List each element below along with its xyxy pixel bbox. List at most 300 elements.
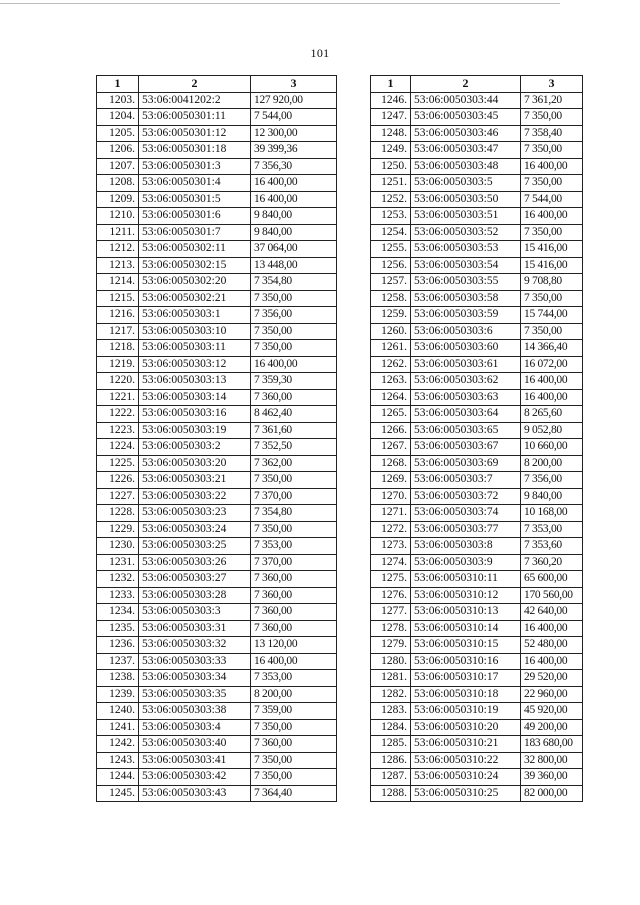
row-number: 1265.	[371, 406, 411, 423]
page-number: 101	[310, 46, 330, 60]
table-row	[97, 323, 337, 340]
table-row	[371, 142, 583, 159]
cost-value: 7 360,00	[251, 604, 337, 621]
table-row	[371, 290, 583, 307]
table-row	[97, 637, 337, 654]
cost-value: 37 064,00	[251, 241, 337, 258]
cost-value: 7 350,00	[521, 142, 583, 159]
row-number: 1252.	[371, 191, 411, 208]
table-row	[97, 208, 337, 225]
cadastral-number: 53:06:0050303:54	[411, 257, 521, 274]
cadastral-number: 53:06:0050303:46	[411, 125, 521, 142]
row-number: 1221.	[97, 389, 139, 406]
cost-value: 12 300,00	[251, 125, 337, 142]
cadastral-number: 53:06:0050303:33	[139, 653, 251, 670]
table-row	[97, 571, 337, 588]
cadastral-number: 53:06:0050303:3	[139, 604, 251, 621]
table-row	[97, 752, 337, 769]
row-number: 1257.	[371, 274, 411, 291]
cost-value: 7 356,00	[521, 472, 583, 489]
cost-value: 7 350,00	[251, 340, 337, 357]
cost-value: 7 360,00	[251, 587, 337, 604]
cadastral-number: 53:06:0050310:24	[411, 769, 521, 786]
row-number: 1236.	[97, 637, 139, 654]
cadastral-number: 53:06:0050303:62	[411, 373, 521, 390]
cost-value: 15 416,00	[521, 241, 583, 258]
row-number: 1244.	[97, 769, 139, 786]
cost-value: 7 353,60	[521, 538, 583, 555]
table-row	[97, 241, 337, 258]
cadastral-number: 53:06:0050301:4	[139, 175, 251, 192]
table-row	[97, 505, 337, 522]
cadastral-number: 53:06:0050303:22	[139, 488, 251, 505]
cadastral-number: 53:06:0050310:20	[411, 719, 521, 736]
table-row	[97, 125, 337, 142]
table-row	[371, 125, 583, 142]
row-number: 1281.	[371, 670, 411, 687]
row-number: 1280.	[371, 653, 411, 670]
cost-value: 7 354,80	[251, 505, 337, 522]
table-row	[97, 620, 337, 637]
table-row	[97, 191, 337, 208]
row-number: 1211.	[97, 224, 139, 241]
cadastral-number: 53:06:0050310:21	[411, 736, 521, 753]
table-row	[97, 142, 337, 159]
cost-value: 7 353,00	[251, 670, 337, 687]
row-number: 1259.	[371, 307, 411, 324]
cost-value: 16 400,00	[251, 191, 337, 208]
cost-value: 7 354,80	[251, 274, 337, 291]
cost-value: 7 350,00	[521, 323, 583, 340]
cadastral-number: 53:06:0050310:19	[411, 703, 521, 720]
table-row	[371, 752, 583, 769]
table-row	[371, 538, 583, 555]
cadastral-number: 53:06:0050303:58	[411, 290, 521, 307]
cost-value: 7 361,60	[251, 422, 337, 439]
cadastral-number: 53:06:0050303:61	[411, 356, 521, 373]
row-number: 1223.	[97, 422, 139, 439]
cost-value: 16 400,00	[521, 620, 583, 637]
cost-value: 7 350,00	[251, 290, 337, 307]
row-number: 1266.	[371, 422, 411, 439]
row-number: 1287.	[371, 769, 411, 786]
table-row	[371, 158, 583, 175]
cost-value: 7 352,50	[251, 439, 337, 456]
cost-value: 32 800,00	[521, 752, 583, 769]
table-row	[371, 307, 583, 324]
row-number: 1231.	[97, 554, 139, 571]
table-row	[97, 736, 337, 753]
cadastral-number: 53:06:0050303:64	[411, 406, 521, 423]
table-row	[371, 224, 583, 241]
row-number: 1213.	[97, 257, 139, 274]
cadastral-number: 53:06:0050310:16	[411, 653, 521, 670]
cadastral-number: 53:06:0050303:20	[139, 455, 251, 472]
cadastral-number: 53:06:0050303:50	[411, 191, 521, 208]
table-row	[371, 241, 583, 258]
row-number: 1222.	[97, 406, 139, 423]
cost-value: 8 462,40	[251, 406, 337, 423]
cadastral-number: 53:06:0050303:59	[411, 307, 521, 324]
cadastral-number: 53:06:0050310:12	[411, 587, 521, 604]
table-row	[97, 373, 337, 390]
row-number: 1270.	[371, 488, 411, 505]
cost-value: 7 360,00	[251, 571, 337, 588]
col-header-3: 3	[251, 76, 337, 93]
row-number: 1279.	[371, 637, 411, 654]
table-row	[371, 389, 583, 406]
row-number: 1214.	[97, 274, 139, 291]
cadastral-number: 53:06:0050303:43	[139, 785, 251, 802]
cost-value: 29 520,00	[521, 670, 583, 687]
cadastral-number: 53:06:0050301:3	[139, 158, 251, 175]
cost-value: 7 350,00	[521, 224, 583, 241]
cost-value: 7 350,00	[521, 109, 583, 126]
cost-value: 127 920,00	[251, 92, 337, 109]
cost-value: 52 480,00	[521, 637, 583, 654]
table-row	[97, 340, 337, 357]
row-number: 1209.	[97, 191, 139, 208]
cadastral-number: 53:06:0041202:2	[139, 92, 251, 109]
cost-value: 16 400,00	[521, 653, 583, 670]
cost-value: 7 361,20	[521, 92, 583, 109]
cost-value: 65 600,00	[521, 571, 583, 588]
cadastral-number: 53:06:0050301:6	[139, 208, 251, 225]
table-row	[97, 769, 337, 786]
cost-value: 49 200,00	[521, 719, 583, 736]
cadastral-number: 53:06:0050303:51	[411, 208, 521, 225]
table-row	[371, 191, 583, 208]
table-row	[371, 571, 583, 588]
cost-value: 7 350,00	[251, 752, 337, 769]
row-number: 1226.	[97, 472, 139, 489]
table-row	[371, 505, 583, 522]
row-number: 1242.	[97, 736, 139, 753]
row-number: 1243.	[97, 752, 139, 769]
cadastral-number: 53:06:0050303:13	[139, 373, 251, 390]
cost-value: 16 400,00	[521, 373, 583, 390]
row-number: 1217.	[97, 323, 139, 340]
row-number: 1249.	[371, 142, 411, 159]
row-number: 1275.	[371, 571, 411, 588]
table-row	[97, 488, 337, 505]
cost-value: 8 200,00	[251, 686, 337, 703]
cadastral-number: 53:06:0050303:65	[411, 422, 521, 439]
table-row	[371, 208, 583, 225]
table-row	[97, 686, 337, 703]
cost-value: 9 840,00	[251, 208, 337, 225]
table-row	[371, 92, 583, 109]
table-row	[97, 455, 337, 472]
row-number: 1229.	[97, 521, 139, 538]
cadastral-number: 53:06:0050303:7	[411, 472, 521, 489]
cost-value: 7 350,00	[251, 472, 337, 489]
cadastral-number: 53:06:0050310:18	[411, 686, 521, 703]
table-row	[97, 422, 337, 439]
row-number: 1285.	[371, 736, 411, 753]
cadastral-number: 53:06:0050303:38	[139, 703, 251, 720]
cost-value: 7 370,00	[251, 488, 337, 505]
row-number: 1203.	[97, 92, 139, 109]
cost-value: 9 052,80	[521, 422, 583, 439]
table-row	[97, 554, 337, 571]
table-row	[371, 455, 583, 472]
cost-value: 7 350,00	[251, 719, 337, 736]
row-number: 1220.	[97, 373, 139, 390]
col-header-2: 2	[139, 76, 251, 93]
table-row	[97, 92, 337, 109]
row-number: 1219.	[97, 356, 139, 373]
table-row	[371, 785, 583, 802]
cost-value: 7 358,40	[521, 125, 583, 142]
cost-value: 16 072,00	[521, 356, 583, 373]
scan-top-edge	[0, 3, 560, 4]
cost-value: 7 364,40	[251, 785, 337, 802]
cost-value: 16 400,00	[521, 158, 583, 175]
table-row	[97, 290, 337, 307]
cadastral-number: 53:06:0050310:15	[411, 637, 521, 654]
row-number: 1218.	[97, 340, 139, 357]
cost-value: 170 560,00	[521, 587, 583, 604]
table-row	[97, 307, 337, 324]
row-number: 1267.	[371, 439, 411, 456]
row-number: 1237.	[97, 653, 139, 670]
cost-value: 14 366,40	[521, 340, 583, 357]
table-row	[97, 389, 337, 406]
cadastral-number: 53:06:0050302:11	[139, 241, 251, 258]
row-number: 1251.	[371, 175, 411, 192]
table-row	[97, 175, 337, 192]
cost-value: 183 680,00	[521, 736, 583, 753]
cadastral-number: 53:06:0050303:5	[411, 175, 521, 192]
row-number: 1239.	[97, 686, 139, 703]
cadastral-number: 53:06:0050310:25	[411, 785, 521, 802]
cadastral-number: 53:06:0050303:34	[139, 670, 251, 687]
table-row	[371, 472, 583, 489]
table-row	[97, 158, 337, 175]
cost-value: 9 708,80	[521, 274, 583, 291]
cadastral-number: 53:06:0050303:69	[411, 455, 521, 472]
cost-value: 22 960,00	[521, 686, 583, 703]
row-number: 1272.	[371, 521, 411, 538]
row-number: 1258.	[371, 290, 411, 307]
cadastral-number: 53:06:0050303:45	[411, 109, 521, 126]
row-number: 1205.	[97, 125, 139, 142]
row-number: 1245.	[97, 785, 139, 802]
row-number: 1227.	[97, 488, 139, 505]
table-row	[371, 373, 583, 390]
table-row	[371, 587, 583, 604]
cost-value: 8 200,00	[521, 455, 583, 472]
cadastral-number: 53:06:0050303:53	[411, 241, 521, 258]
cadastral-number: 53:06:0050310:14	[411, 620, 521, 637]
cost-value: 10 660,00	[521, 439, 583, 456]
cadastral-number: 53:06:0050303:31	[139, 620, 251, 637]
cadastral-number: 53:06:0050303:19	[139, 422, 251, 439]
row-number: 1232.	[97, 571, 139, 588]
cadastral-number: 53:06:0050303:10	[139, 323, 251, 340]
cost-value: 7 350,00	[251, 323, 337, 340]
table-row	[371, 274, 583, 291]
row-number: 1271.	[371, 505, 411, 522]
table-row	[371, 175, 583, 192]
table-left	[96, 75, 337, 802]
row-number: 1254.	[371, 224, 411, 241]
cost-value: 15 744,00	[521, 307, 583, 324]
row-number: 1208.	[97, 175, 139, 192]
row-number: 1228.	[97, 505, 139, 522]
cost-value: 16 400,00	[251, 356, 337, 373]
cadastral-number: 53:06:0050303:32	[139, 637, 251, 654]
cost-value: 7 350,00	[521, 290, 583, 307]
row-number: 1276.	[371, 587, 411, 604]
row-number: 1230.	[97, 538, 139, 555]
cadastral-number: 53:06:0050301:5	[139, 191, 251, 208]
cost-value: 10 168,00	[521, 505, 583, 522]
row-number: 1246.	[371, 92, 411, 109]
cadastral-number: 53:06:0050303:63	[411, 389, 521, 406]
table-row	[371, 653, 583, 670]
cadastral-number: 53:06:0050302:21	[139, 290, 251, 307]
cadastral-number: 53:06:0050303:47	[411, 142, 521, 159]
row-number: 1240.	[97, 703, 139, 720]
table-row	[97, 109, 337, 126]
cadastral-number: 53:06:0050303:52	[411, 224, 521, 241]
cost-value: 7 370,00	[251, 554, 337, 571]
cost-value: 13 448,00	[251, 257, 337, 274]
cadastral-number: 53:06:0050303:28	[139, 587, 251, 604]
cost-value: 16 400,00	[251, 175, 337, 192]
row-number: 1260.	[371, 323, 411, 340]
row-number: 1283.	[371, 703, 411, 720]
table-row	[371, 488, 583, 505]
cost-value: 7 360,20	[521, 554, 583, 571]
row-number: 1263.	[371, 373, 411, 390]
table-row	[97, 356, 337, 373]
table-row	[371, 670, 583, 687]
cadastral-number: 53:06:0050303:14	[139, 389, 251, 406]
table-row	[97, 406, 337, 423]
cost-value: 7 360,00	[251, 736, 337, 753]
table-row	[371, 257, 583, 274]
row-number: 1268.	[371, 455, 411, 472]
cadastral-number: 53:06:0050303:42	[139, 769, 251, 786]
table-row	[97, 587, 337, 604]
cost-value: 16 400,00	[521, 389, 583, 406]
row-number: 1273.	[371, 538, 411, 555]
table-row	[97, 439, 337, 456]
row-number: 1288.	[371, 785, 411, 802]
table-row	[97, 785, 337, 802]
cadastral-number: 53:06:0050303:2	[139, 439, 251, 456]
cost-value: 8 265,60	[521, 406, 583, 423]
table-row	[371, 356, 583, 373]
row-number: 1247.	[371, 109, 411, 126]
table-row	[371, 439, 583, 456]
cadastral-number: 53:06:0050303:16	[139, 406, 251, 423]
cost-value: 7 544,00	[521, 191, 583, 208]
table-row	[371, 620, 583, 637]
cost-value: 9 840,00	[251, 224, 337, 241]
cadastral-number: 53:06:0050303:77	[411, 521, 521, 538]
row-number: 1238.	[97, 670, 139, 687]
cadastral-number: 53:06:0050303:72	[411, 488, 521, 505]
cadastral-number: 53:06:0050303:4	[139, 719, 251, 736]
row-number: 1286.	[371, 752, 411, 769]
cadastral-number: 53:06:0050303:24	[139, 521, 251, 538]
row-number: 1241.	[97, 719, 139, 736]
table-row	[371, 109, 583, 126]
table-header-row	[97, 76, 337, 93]
table-row	[97, 472, 337, 489]
table-row	[97, 224, 337, 241]
table-row	[97, 670, 337, 687]
row-number: 1224.	[97, 439, 139, 456]
cadastral-number: 53:06:0050303:21	[139, 472, 251, 489]
cadastral-number: 53:06:0050303:6	[411, 323, 521, 340]
row-number: 1233.	[97, 587, 139, 604]
cadastral-number: 53:06:0050302:20	[139, 274, 251, 291]
cadastral-number: 53:06:0050310:22	[411, 752, 521, 769]
cost-value: 13 120,00	[251, 637, 337, 654]
row-number: 1250.	[371, 158, 411, 175]
cost-value: 39 360,00	[521, 769, 583, 786]
cost-value: 7 360,00	[251, 389, 337, 406]
cadastral-number: 53:06:0050301:12	[139, 125, 251, 142]
row-number: 1261.	[371, 340, 411, 357]
cost-value: 7 350,00	[251, 521, 337, 538]
cadastral-number: 53:06:0050303:41	[139, 752, 251, 769]
cost-value: 7 359,30	[251, 373, 337, 390]
table-row	[371, 406, 583, 423]
cadastral-number: 53:06:0050303:25	[139, 538, 251, 555]
row-number: 1210.	[97, 208, 139, 225]
row-number: 1277.	[371, 604, 411, 621]
cadastral-number: 53:06:0050302:15	[139, 257, 251, 274]
row-number: 1264.	[371, 389, 411, 406]
cost-value: 7 360,00	[251, 620, 337, 637]
cost-value: 7 544,00	[251, 109, 337, 126]
table-row	[371, 323, 583, 340]
row-number: 1215.	[97, 290, 139, 307]
cadastral-number: 53:06:0050303:40	[139, 736, 251, 753]
table-row	[371, 703, 583, 720]
cadastral-number: 53:06:0050301:11	[139, 109, 251, 126]
row-number: 1256.	[371, 257, 411, 274]
row-number: 1212.	[97, 241, 139, 258]
table-row	[97, 274, 337, 291]
cadastral-number: 53:06:0050303:11	[139, 340, 251, 357]
row-number: 1274.	[371, 554, 411, 571]
cost-value: 42 640,00	[521, 604, 583, 621]
cadastral-number: 53:06:0050310:13	[411, 604, 521, 621]
cadastral-number: 53:06:0050301:7	[139, 224, 251, 241]
table-row	[97, 703, 337, 720]
table-row	[371, 554, 583, 571]
table-row	[371, 422, 583, 439]
col-header-3: 3	[521, 76, 583, 93]
cost-value: 7 359,00	[251, 703, 337, 720]
cost-value: 82 000,00	[521, 785, 583, 802]
cadastral-number: 53:06:0050310:11	[411, 571, 521, 588]
cadastral-number: 53:06:0050310:17	[411, 670, 521, 687]
cadastral-number: 53:06:0050303:48	[411, 158, 521, 175]
row-number: 1253.	[371, 208, 411, 225]
row-number: 1225.	[97, 455, 139, 472]
cost-value: 7 350,00	[251, 769, 337, 786]
table-row	[371, 736, 583, 753]
table-row	[97, 257, 337, 274]
